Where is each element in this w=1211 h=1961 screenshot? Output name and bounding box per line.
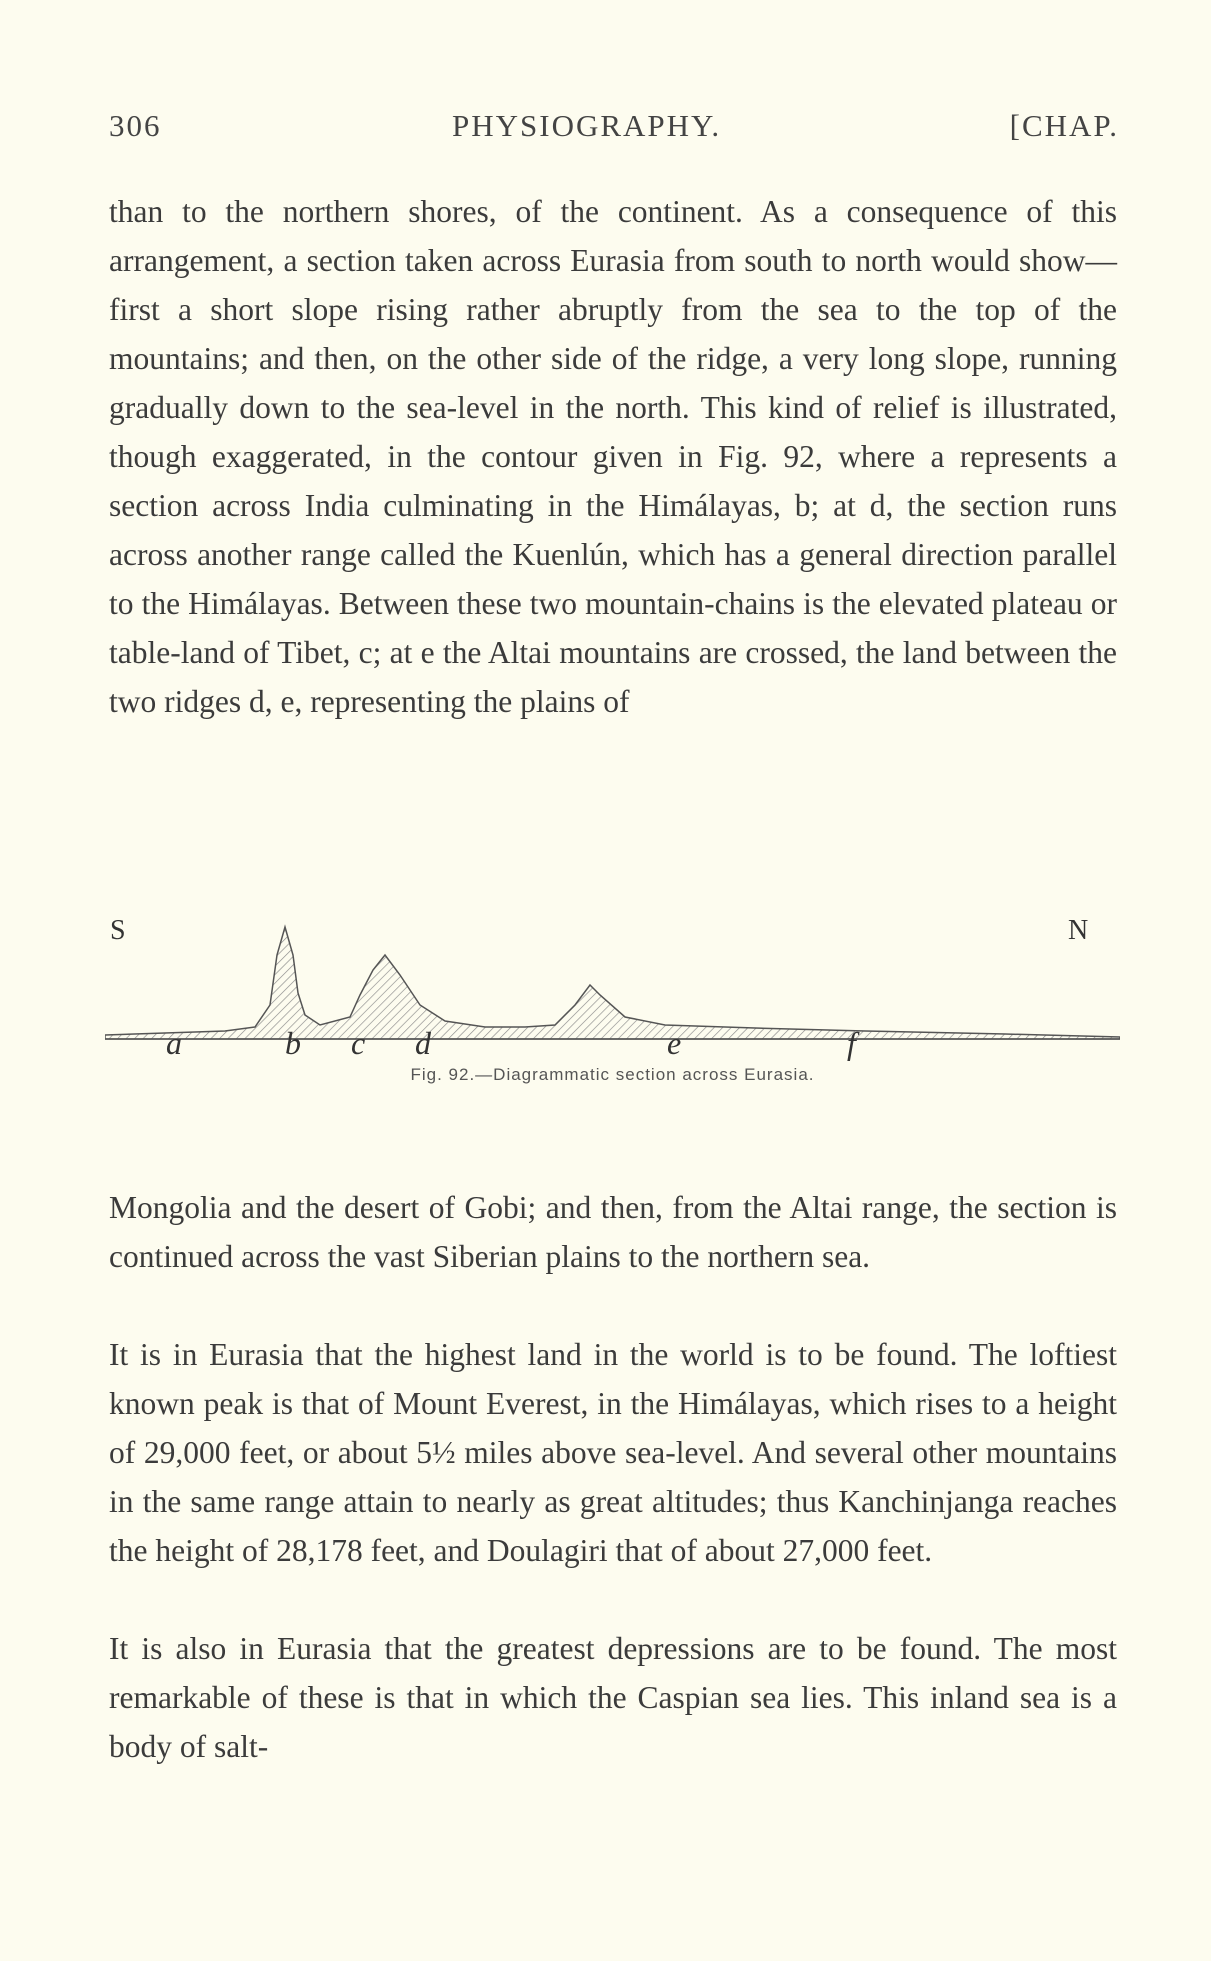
section-profile-diagram <box>105 915 1120 1060</box>
page-number: 306 <box>109 108 162 143</box>
figure-section-eurasia <box>105 915 1120 1115</box>
paragraph-continuation: than to the northern shores, of the continent. As a consequence of this arrangement, a section taken across Eurasia from south to north would show—first a short slope rising rather abruptly from the sea to the top of the mountains; and then, on the other side of the ridge, a very long slope, running gradually down to the sea-level in the north. This kind of relief is illustrated, though exaggerated, in the contour given in Fig. 92, where a represents a section across India culminating in the Himálayas, b; at d, the section runs across another range called the Kuenlún, which has a general direction parallel to the Himálayas. Between these two mountain-chains is the elevated plateau or table-land of Tibet, c; at e the Altai mountains are crossed, the land between the two ridges d, e, representing the plains of <box>109 194 1117 719</box>
figure-caption: Fig. 92.—Diagrammatic section across Eurasia. <box>410 1065 815 1084</box>
paragraph-highest-land: It is in Eurasia that the highest land in the world is to be found. The loftiest known peak is that of Mount Everest, in the Himálayas, which rises to a height of 29,000 feet, or about 5½ miles above sea-level. And several other mountains in the same range attain to nearly as great altitudes; thus Kanchinjanga reaches the height of 28,178 feet, and Doulagiri that of about 27,000 feet. <box>109 1337 1117 1568</box>
label-f: f <box>847 1025 856 1061</box>
paragraph-mongolia: Mongolia and the desert of Gobi; and then, from the Altai range, the section is continued across the vast Siberian plains to the northern sea. <box>109 1190 1117 1274</box>
land-profile <box>105 927 1120 1039</box>
label-a: a <box>166 1025 182 1061</box>
label-b: b <box>285 1025 301 1061</box>
north-label: N <box>1068 915 1089 946</box>
paragraph-depressions: It is also in Eurasia that the greatest depressions are to be found. The most remarkable of these is that in which the Caspian sea lies. This inland sea is a body of salt- <box>109 1631 1117 1764</box>
label-d: d <box>415 1025 431 1061</box>
page-header <box>109 108 1119 158</box>
label-e: e <box>667 1025 682 1061</box>
running-title: PHYSIOGRAPHY. <box>452 108 722 143</box>
south-label: S <box>110 915 126 946</box>
chapter-marker: [CHAP. <box>1009 108 1119 143</box>
label-c: c <box>351 1025 366 1061</box>
